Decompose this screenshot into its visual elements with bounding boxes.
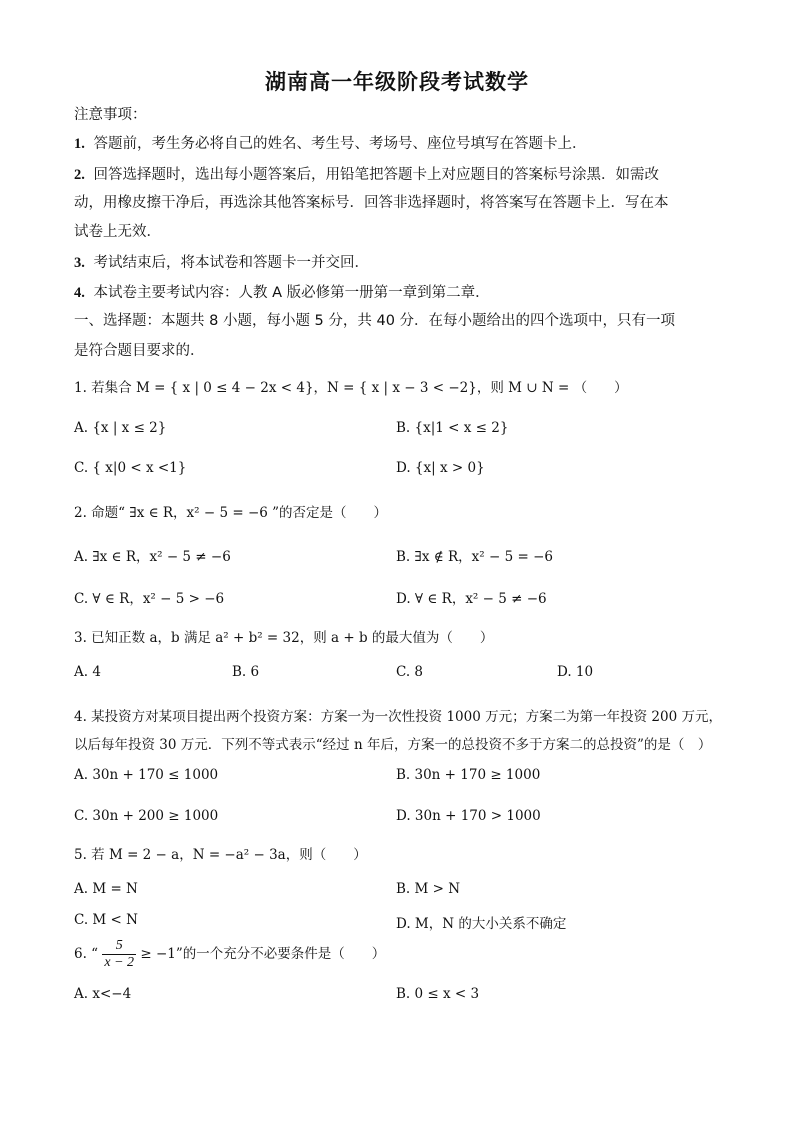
notice-item-2-line-3: 试卷上无效．: [74, 224, 161, 240]
notice-item-number: 1.: [74, 136, 85, 152]
question-3-option-a: A. 4: [74, 664, 101, 680]
question-5-option-d: D. M，N 的大小关系不确定: [396, 916, 567, 932]
question-1-stem: 1. 若集合 M = { x | 0 ≤ 4 − 2x < 4}，N = { x | x − 3 < −2}，则 M ∪ N = （ ）: [74, 380, 628, 396]
question-2-option-b: B. ∃x ∉ R，x² − 5 = −6: [396, 549, 553, 565]
notice-item-4: [74, 283, 724, 303]
question-6-stem-prefix: 6. “: [74, 946, 99, 962]
question-6-stem-suffix: ≥ −1”的一个充分不必要条件是（ ）: [140, 946, 386, 962]
question-1-option-b: B. {x|1 < x ≤ 2}: [396, 420, 509, 436]
question-4-option-c: C. 30n + 200 ≥ 1000: [74, 808, 219, 824]
notice-item-2-line-2: 动，用橡皮擦干净后，再选涂其他答案标号．回答非选择题时，将答案写在答题卡上．写在本: [74, 195, 669, 211]
page-title: 湖南高一年级阶段考试数学: [265, 70, 529, 94]
notice-item-number: 3.: [74, 255, 85, 271]
question-5-option-b: B. M > N: [396, 881, 461, 897]
question-6-option-b: B. 0 ≤ x < 3: [396, 986, 480, 1002]
notice-item-text: 回答选择题时，选出每小题答案后，用铅笔把答题卡上对应题目的答案标号涂黑．如需改: [93, 167, 659, 183]
question-3-option-d: D. 10: [557, 664, 594, 680]
notice-item-text: 本试卷主要考试内容：人教 A 版必修第一册第一章到第二章．: [93, 285, 490, 301]
notice-heading: 注意事项：: [74, 107, 147, 123]
notice-item-2: [74, 165, 724, 185]
question-3-option-c: C. 8: [396, 664, 424, 680]
question-1-option-c: C. { x|0 < x <1}: [74, 460, 187, 476]
notice-item-number: 2.: [74, 167, 85, 183]
notice-item-number: 4.: [74, 285, 85, 301]
question-3-option-b: B. 6: [232, 664, 260, 680]
notice-item-text: 考试结束后，将本试卷和答题卡一并交回．: [93, 255, 369, 271]
question-6-option-a: A. x<−4: [74, 986, 132, 1002]
section-heading-line-1: 一、选择题：本题共 8 小题，每小题 5 分，共 40 分．在每小题给出的四个选项中，只有一项: [74, 313, 676, 329]
question-4-stem-line-2: 以后每年投资 30 万元．下列不等式表示“经过 n 年后，方案一的总投资不多于方案二的总投资”的是（ ）: [74, 737, 712, 753]
notice-item-3: [74, 253, 724, 273]
question-5-option-c: C. M < N: [74, 912, 138, 928]
question-6-fraction: [102, 938, 136, 971]
section-heading-line-2: 是符合题目要求的．: [74, 343, 205, 359]
question-2-stem: 2. 命题“ ∃x ∈ R，x² − 5 = −6 ”的否定是（ ）: [74, 505, 388, 521]
question-6-stem: [74, 936, 724, 972]
question-2-option-d: D. ∀ ∈ R，x² − 5 ≠ −6: [396, 591, 547, 607]
question-4-option-b: B. 30n + 170 ≥ 1000: [396, 767, 541, 783]
fraction-numerator: 5: [102, 938, 136, 955]
question-4-stem-line-1: 4. 某投资方对某项目提出两个投资方案：方案一为一次性投资 1000 万元；方案二为第一年投资 200 万元，: [74, 709, 722, 725]
question-5-option-a: A. M = N: [74, 881, 138, 897]
question-4-option-d: D. 30n + 170 > 1000: [396, 808, 541, 824]
notice-item-text: 答题前，考生务必将自己的姓名、考生号、考场号、座位号填写在答题卡上．: [93, 136, 587, 152]
question-1-option-a: A. {x | x ≤ 2}: [74, 420, 167, 436]
question-3-stem: 3. 已知正数 a，b 满足 a² + b² = 32，则 a + b 的最大值为（ ）: [74, 630, 494, 646]
question-1-option-d: D. {x| x > 0}: [396, 460, 485, 476]
fraction-denominator: x − 2: [104, 955, 135, 970]
question-2-option-a: A. ∃x ∈ R，x² − 5 ≠ −6: [74, 549, 231, 565]
question-4-option-a: A. 30n + 170 ≤ 1000: [74, 767, 219, 783]
question-2-option-c: C. ∀ ∈ R，x² − 5 > −6: [74, 591, 225, 607]
notice-item-1: [74, 134, 724, 154]
question-5-stem: 5. 若 M = 2 − a，N = −a² − 3a，则（ ）: [74, 847, 367, 863]
